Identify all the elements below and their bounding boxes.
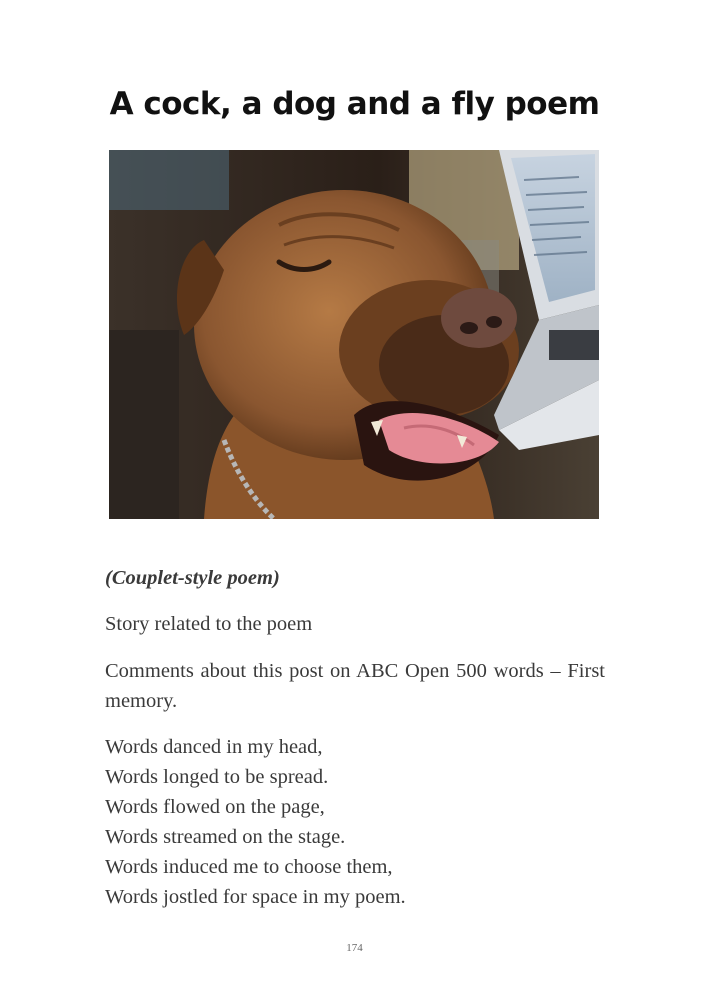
poem-line: Words streamed on the stage. [105, 826, 346, 848]
poem-stanza [105, 732, 605, 912]
page-number: 174 [346, 942, 363, 954]
poem-line: Words longed to be spread. [105, 766, 329, 788]
poem-line: Words flowed on the page, [105, 796, 325, 818]
comments-link[interactable]: Comments about this post on ABC Open 500 words – First memory. [105, 660, 605, 712]
dog-photo [109, 150, 599, 519]
dog-illustration [109, 150, 599, 519]
poem-line: Words jostled for space in my poem. [105, 886, 406, 908]
poem-style-subtitle: (Couplet-style poem) [105, 567, 280, 589]
poem-line: Words induced me to choose them, [105, 856, 393, 878]
page-title: A cock, a dog and a fly poem [109, 86, 600, 122]
story-link[interactable]: Story related to the poem [105, 613, 313, 635]
poem-line: Words danced in my head, [105, 736, 323, 758]
